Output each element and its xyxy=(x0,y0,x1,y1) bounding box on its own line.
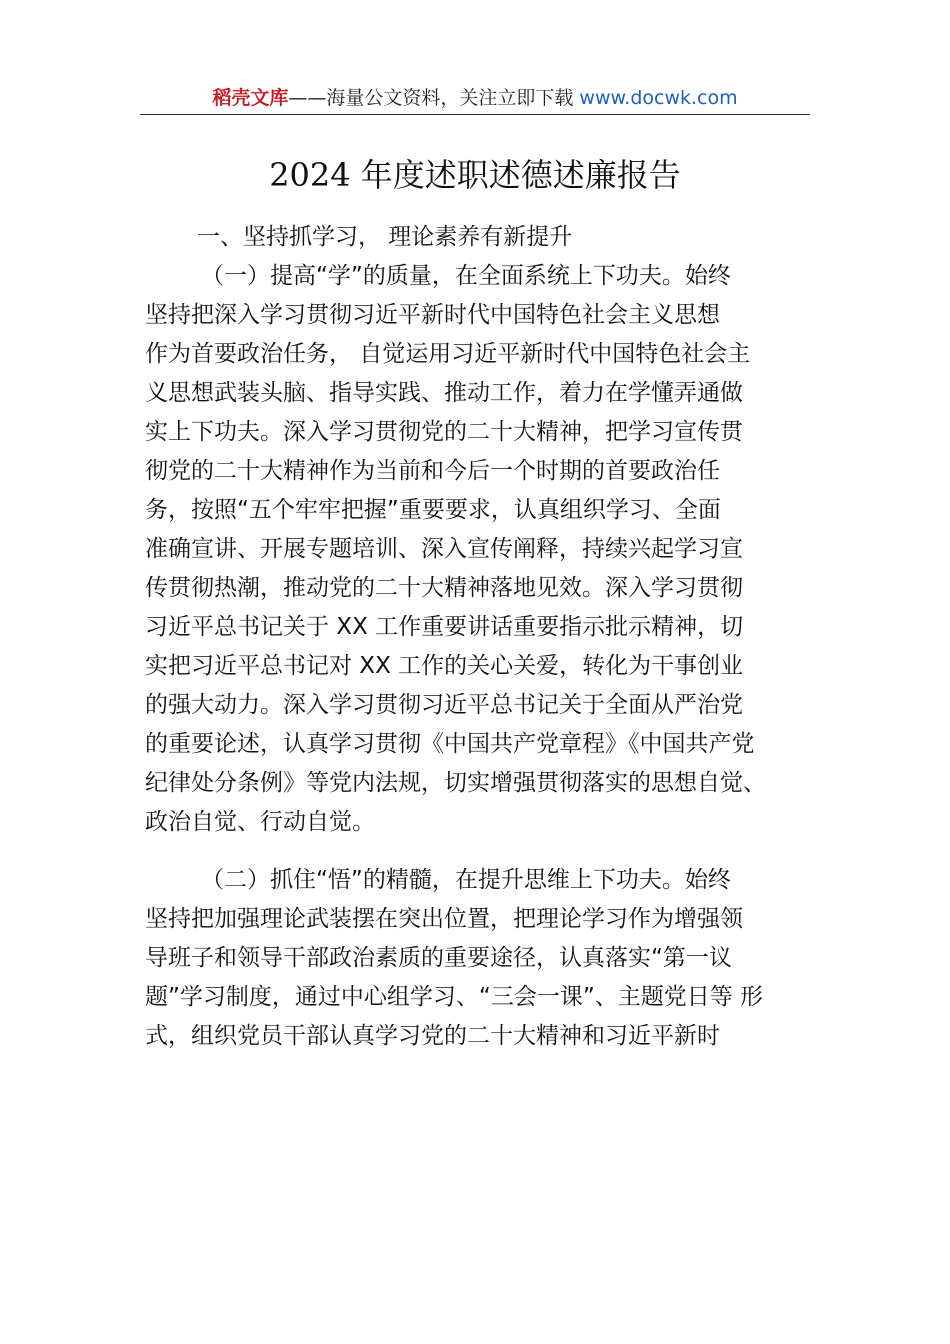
paragraph-line: 准确宣讲、开展专题培训、深入宣传阐释，持续兴起学习宣 xyxy=(145,536,743,562)
paragraph-line: 坚持把深入学习贯彻习近平新时代中国特色社会主义思想 xyxy=(145,302,720,328)
paragraph-line: 传贯彻热潮，推动党的二十大精神落地见效。深入学习贯彻 xyxy=(145,575,743,601)
paragraph-line: 导班子和领导干部政治素质的重要途径，认真落实“第一议 xyxy=(145,945,732,971)
paragraph-line: 坚持把加强理论武装摆在突出位置，把理论学习作为增强领 xyxy=(145,906,743,932)
paragraph-line: 彻党的二十大精神作为当前和今后一个时期的首要政治任 xyxy=(145,458,720,484)
paragraph-1 xyxy=(145,257,810,842)
header-divider xyxy=(140,114,810,115)
paragraph-line: 作为首要政治任务， 自觉运用习近平新时代中国特色社会主 xyxy=(145,341,751,367)
paragraph-line: 纪律处分条例》等党内法规，切实增强贯彻落实的思想自觉、 xyxy=(145,770,766,796)
document-title: 2024 年度述职述德述廉报告 xyxy=(269,156,681,194)
paragraph-line: 义思想武装头脑、指导实践、推动工作，着力在学懂弄通做 xyxy=(145,380,743,406)
paragraph-line: （一）提高“学”的质量，在全面系统上下功夫。始终 xyxy=(201,263,731,289)
document-body xyxy=(145,218,810,1056)
paragraph-spacer xyxy=(145,842,810,861)
paragraph-line: 实上下功夫。深入学习贯彻党的二十大精神，把学习宣传贯 xyxy=(145,419,743,445)
paragraph-line: 的强大动力。深入学习贯彻习近平总书记关于全面从严治党 xyxy=(145,692,743,718)
section-heading: 一、坚持抓学习， 理论素养有新提升 xyxy=(197,224,573,250)
header-tagline: ——海量公文资料，关注立即下载 xyxy=(288,87,580,109)
paragraph-line: 习近平总书记关于 XX 工作重要讲话重要指示批示精神，切 xyxy=(145,614,744,640)
paragraph-line: 务，按照“五个牢牢把握”重要要求，认真组织学习、全面 xyxy=(145,497,721,523)
header-url-link[interactable]: www.docwk.com xyxy=(579,87,738,109)
paragraph-line: 实把习近平总书记对 XX 工作的关心关爱，转化为干事创业 xyxy=(145,653,744,679)
paragraph-line: 题”学习制度，通过中心组学习、“三会一课”、主题党日等 形 xyxy=(145,984,764,1010)
paragraph-line: （二）抓住“悟”的精髓，在提升思维上下功夫。始终 xyxy=(201,867,731,893)
brand-name: 稻壳文库 xyxy=(212,87,289,109)
paragraph-line: 的重要论述，认真学习贯彻《中国共产党章程》《中国共产党 xyxy=(145,731,755,757)
paragraph-line: 式，组织党员干部认真学习党的二十大精神和习近平新时 xyxy=(145,1023,720,1049)
paragraph-2 xyxy=(145,861,810,1056)
paragraph-line: 政治自觉、行动自觉。 xyxy=(145,809,375,835)
page-header xyxy=(140,84,810,114)
